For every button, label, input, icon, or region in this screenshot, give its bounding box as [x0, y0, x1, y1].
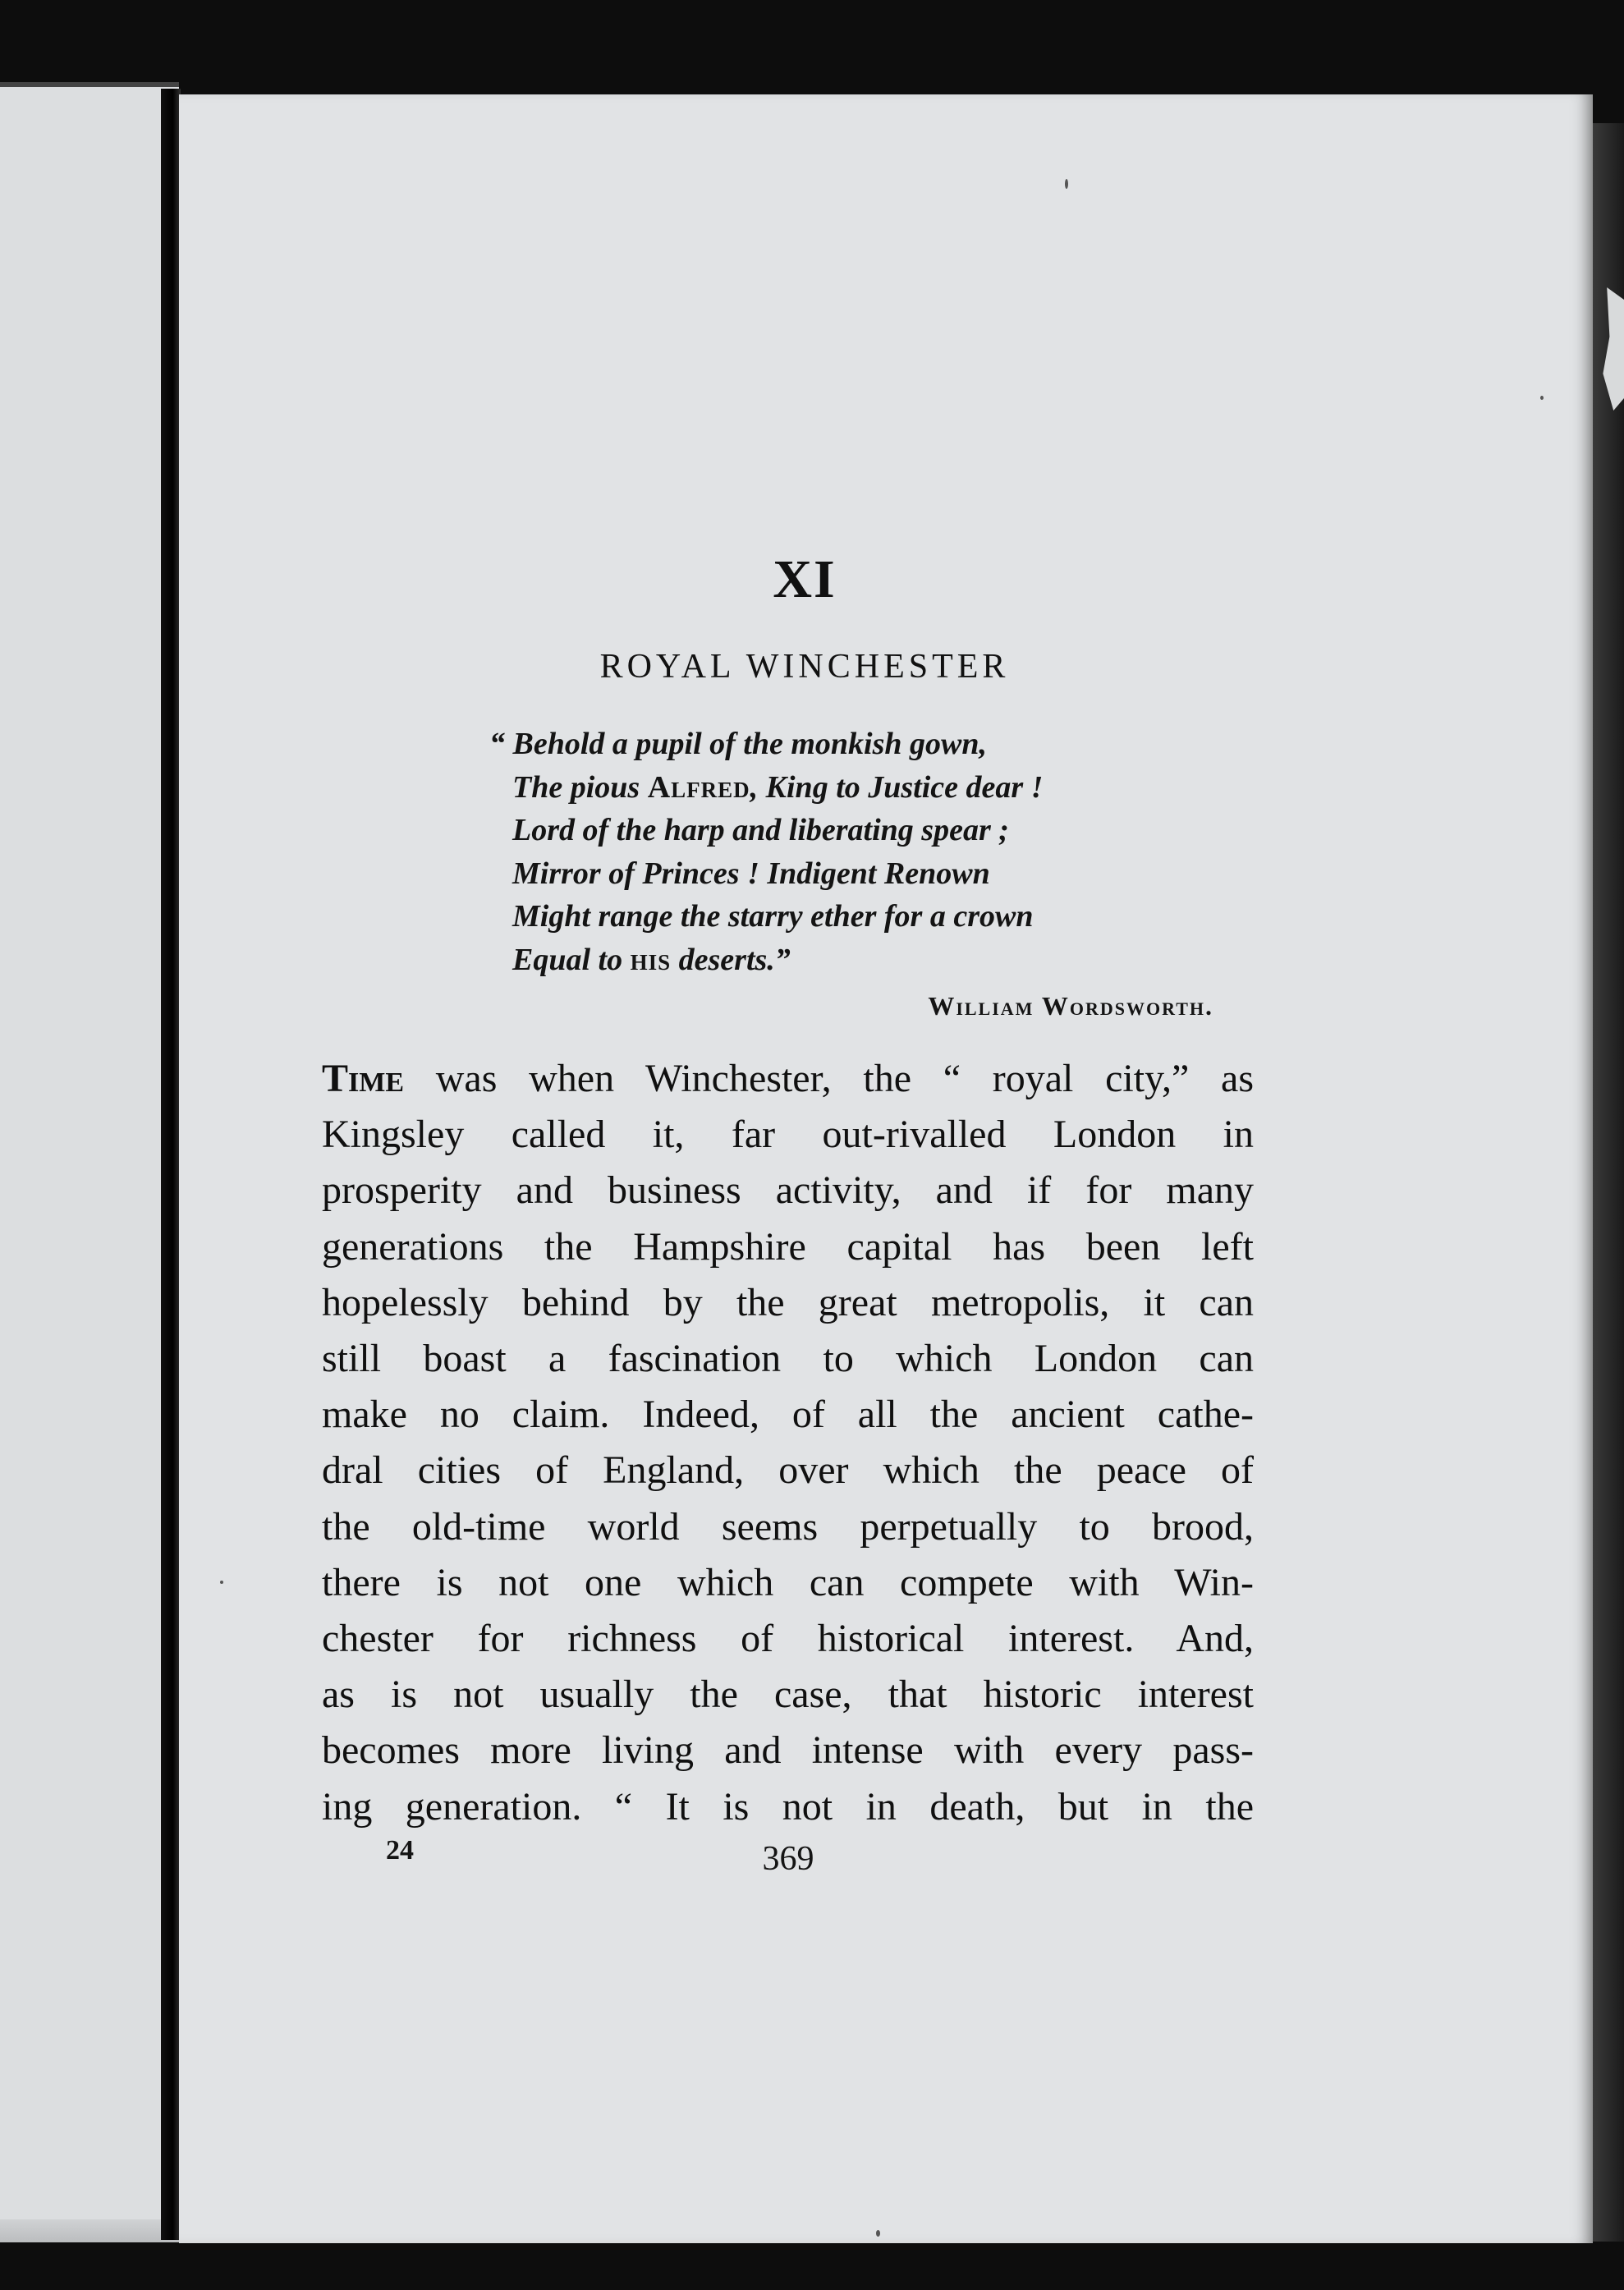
- epigraph-attribution: William Wordsworth.: [928, 991, 1213, 1021]
- body-line: Time was when Winchester, the “ royal city,” as: [322, 1057, 1254, 1100]
- page-edge: [1593, 123, 1624, 2242]
- epigraph-line: Mirror of Princes ! Indigent Renown: [512, 856, 990, 891]
- page-number: 369: [762, 1840, 814, 1878]
- signature-mark: 24: [386, 1835, 414, 1866]
- epigraph-line: Might range the starry ether for a crown: [512, 899, 1034, 934]
- epigraph-line: Lord of the harp and liberating spear ;: [512, 813, 1009, 847]
- body-line: generations the Hampshire capital has been left: [322, 1224, 1254, 1269]
- body-line: as is not usually the case, that historic interest: [322, 1673, 1254, 1717]
- body-line: make no claim. Indeed, of all the ancient cathe-: [322, 1393, 1254, 1437]
- lead-word: Time: [322, 1057, 405, 1100]
- scan-speck: [1065, 179, 1068, 189]
- left-facing-page: [0, 82, 179, 2242]
- body-line: prosperity and business activity, and if for many: [322, 1168, 1254, 1213]
- scan-speck: [1540, 396, 1544, 400]
- body-line: still boast a fascination to which London can: [322, 1337, 1254, 1381]
- body-line: hopelessly behind by the great metropolis, it can: [322, 1280, 1254, 1324]
- epigraph-line: “ Behold a pupil of the monkish gown,: [489, 727, 988, 761]
- chapter-number: XI: [773, 549, 837, 609]
- epigraph-line: The pious Alfred, King to Justice dear !: [512, 769, 1044, 805]
- body-line: dral cities of England, over which the peace of: [322, 1448, 1254, 1493]
- epigraph-line: Equal to his deserts.”: [512, 942, 791, 977]
- scan-speck: [220, 1581, 223, 1584]
- chapter-title: ROYAL WINCHESTER: [599, 648, 1010, 686]
- scan-speck: [876, 2230, 880, 2237]
- body-line: the old-time world seems perpetually to brood,: [322, 1504, 1254, 1549]
- body-line: becomes more living and intense with every pass-: [322, 1728, 1254, 1773]
- body-paragraph: [322, 1051, 1254, 1835]
- book-gutter: [161, 89, 181, 2240]
- body-line: chester for richness of historical interest. And,: [322, 1617, 1254, 1661]
- epigraph-poem: [489, 723, 1212, 981]
- body-line: there is not one which can compete with Win-: [322, 1560, 1254, 1604]
- body-line: ing generation. “ It is not in death, but in the: [322, 1784, 1254, 1829]
- page-edge-tear: [1598, 287, 1624, 411]
- body-line: Kingsley called it, far out-rivalled London in: [322, 1113, 1254, 1157]
